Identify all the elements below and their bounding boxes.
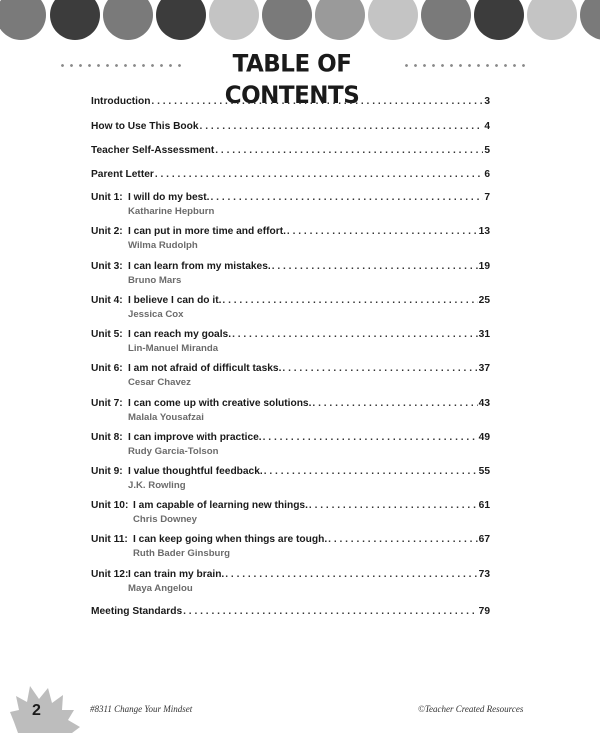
title-dots-right — [402, 64, 526, 67]
page-title: TABLE OF CONTENTS — [224, 50, 360, 110]
toc-page-number: 13 — [478, 226, 490, 237]
unit-title: I am not afraid of difficult tasks. — [128, 363, 282, 374]
unit-person: Lin-Manuel Miranda — [128, 343, 219, 354]
toc-line — [91, 328, 490, 342]
unit-label: Unit 9: — [91, 466, 123, 477]
unit-label: Unit 5: — [91, 329, 123, 340]
toc-line — [91, 168, 490, 182]
toc-page-number: 43 — [478, 398, 490, 409]
toc-page-number: 37 — [478, 363, 490, 374]
toc-entry-title: Introduction — [91, 96, 151, 107]
toc-line — [91, 294, 490, 308]
toc-entry-title: Teacher Self-Assessment — [91, 145, 215, 156]
dot-leader — [272, 260, 478, 274]
unit-title: I believe I can do it. — [128, 295, 222, 306]
unit-title: I can put in more time and effort. — [128, 226, 286, 237]
unit-person: Katharine Hepburn — [128, 206, 215, 217]
toc-entry-title: How to Use This Book — [91, 121, 199, 132]
unit-label: Unit 12: — [91, 569, 129, 580]
toc-line — [91, 397, 490, 411]
unit-label: Unit 4: — [91, 295, 123, 306]
toc-line — [91, 568, 490, 582]
toc-entry-unit-6[interactable] — [91, 362, 490, 389]
unit-title: I can improve with practice. — [128, 432, 262, 443]
header-circle-band — [0, 0, 600, 46]
toc-line — [91, 225, 490, 239]
dot-leader — [151, 95, 483, 109]
dot-leader — [232, 328, 478, 342]
dot-leader — [155, 168, 483, 182]
header-circle — [50, 0, 100, 40]
unit-person: Wilma Rudolph — [128, 240, 198, 251]
toc-page-number: 25 — [478, 295, 490, 306]
toc-entry-title: Parent Letter — [91, 169, 154, 180]
toc-entry-how-to-use[interactable] — [91, 120, 490, 134]
toc-page-number: 67 — [478, 534, 490, 545]
toc-page-number: 79 — [478, 606, 490, 617]
toc-entry-unit-1[interactable] — [91, 191, 490, 218]
toc-entry-parent-letter[interactable] — [91, 168, 490, 182]
unit-label: Unit 10: — [91, 500, 129, 511]
toc-line — [91, 191, 490, 205]
toc-entry-title: Meeting Standards — [91, 606, 183, 617]
unit-title: I can reach my goals. — [128, 329, 232, 340]
unit-title: I can train my brain. — [128, 569, 225, 580]
toc-line — [91, 95, 490, 109]
header-circle — [580, 0, 600, 40]
toc-page-number: 31 — [478, 329, 490, 340]
dot-leader — [211, 191, 484, 205]
footer-copyright: ©Teacher Created Resources — [418, 704, 524, 714]
toc-line — [91, 605, 490, 619]
dot-leader — [263, 431, 478, 445]
toc-line — [91, 533, 490, 547]
header-circle — [368, 0, 418, 40]
page-number: 2 — [32, 702, 41, 719]
dot-leader — [264, 465, 478, 479]
header-circle — [474, 0, 524, 40]
unit-title: I can learn from my mistakes. — [128, 261, 271, 272]
toc-entry-unit-8[interactable] — [91, 431, 490, 458]
toc-entry-self-assessment[interactable] — [91, 144, 490, 158]
dot-leader — [287, 225, 478, 239]
toc-page-number: 4 — [484, 121, 490, 132]
header-circle — [156, 0, 206, 40]
toc-page-number: 3 — [484, 96, 490, 107]
title-dots-left — [58, 64, 184, 67]
unit-title: I can keep going when things are tough. — [133, 534, 328, 545]
unit-person: Jessica Cox — [128, 309, 184, 320]
toc-page-number: 5 — [484, 145, 490, 156]
unit-person: Cesar Chavez — [128, 377, 191, 388]
toc-entry-unit-9[interactable] — [91, 465, 490, 492]
toc-line — [91, 120, 490, 134]
unit-title: I am capable of learning new things. — [133, 500, 308, 511]
toc-line — [91, 144, 490, 158]
header-circle — [209, 0, 259, 40]
unit-person: Maya Angelou — [128, 583, 193, 594]
toc-entry-introduction[interactable] — [91, 95, 490, 109]
toc-line — [91, 362, 490, 376]
unit-person: Rudy Garcia-Tolson — [128, 446, 219, 457]
header-circle — [0, 0, 46, 40]
toc-page-number: 61 — [478, 500, 490, 511]
header-circle — [421, 0, 471, 40]
unit-label: Unit 2: — [91, 226, 123, 237]
header-circle — [103, 0, 153, 40]
dot-leader — [328, 533, 478, 547]
toc-entry-unit-3[interactable] — [91, 260, 490, 287]
unit-person: J.K. Rowling — [128, 480, 186, 491]
toc-entry-unit-2[interactable] — [91, 225, 490, 252]
header-circle — [262, 0, 312, 40]
unit-title: I value thoughtful feedback. — [128, 466, 263, 477]
toc-entry-unit-11[interactable] — [91, 533, 490, 560]
toc-entry-meeting-standards[interactable] — [91, 605, 490, 619]
unit-label: Unit 6: — [91, 363, 123, 374]
unit-label: Unit 8: — [91, 432, 123, 443]
toc-page-number: 49 — [478, 432, 490, 443]
toc-page-number: 6 — [484, 169, 490, 180]
dot-leader — [183, 605, 478, 619]
toc-entry-unit-4[interactable] — [91, 294, 490, 321]
dot-leader — [225, 568, 477, 582]
toc-entry-unit-12[interactable] — [91, 568, 490, 595]
page-number-badge — [10, 682, 82, 733]
dot-leader — [222, 294, 477, 308]
unit-label: Unit 3: — [91, 261, 123, 272]
dot-leader — [200, 120, 484, 134]
toc-line — [91, 260, 490, 274]
dot-leader — [215, 144, 483, 158]
toc-entry-unit-7[interactable] — [91, 397, 490, 424]
header-circle — [315, 0, 365, 40]
toc-entry-unit-10[interactable] — [91, 499, 490, 526]
toc-page-number: 73 — [478, 569, 490, 580]
unit-label: Unit 11: — [91, 534, 128, 545]
toc-line — [91, 465, 490, 479]
dot-leader — [282, 362, 477, 376]
unit-person: Ruth Bader Ginsburg — [133, 548, 231, 559]
dot-leader — [309, 499, 478, 513]
unit-label: Unit 1: — [91, 192, 123, 203]
toc-entry-unit-5[interactable] — [91, 328, 490, 355]
toc-page-number: 19 — [478, 261, 490, 272]
toc-line — [91, 431, 490, 445]
toc-line — [91, 499, 490, 513]
footer-book-title: #8311 Change Your Mindset — [90, 704, 193, 714]
dot-leader — [312, 397, 477, 411]
unit-title: I can come up with creative solutions. — [128, 398, 312, 409]
unit-person: Malala Yousafzai — [128, 412, 204, 423]
unit-person: Bruno Mars — [128, 275, 182, 286]
unit-person: Chris Downey — [133, 514, 197, 525]
toc-page-number: 7 — [484, 192, 490, 203]
unit-label: Unit 7: — [91, 398, 123, 409]
unit-title: I will do my best. — [128, 192, 210, 203]
header-circle — [527, 0, 577, 40]
toc-page-number: 55 — [478, 466, 490, 477]
